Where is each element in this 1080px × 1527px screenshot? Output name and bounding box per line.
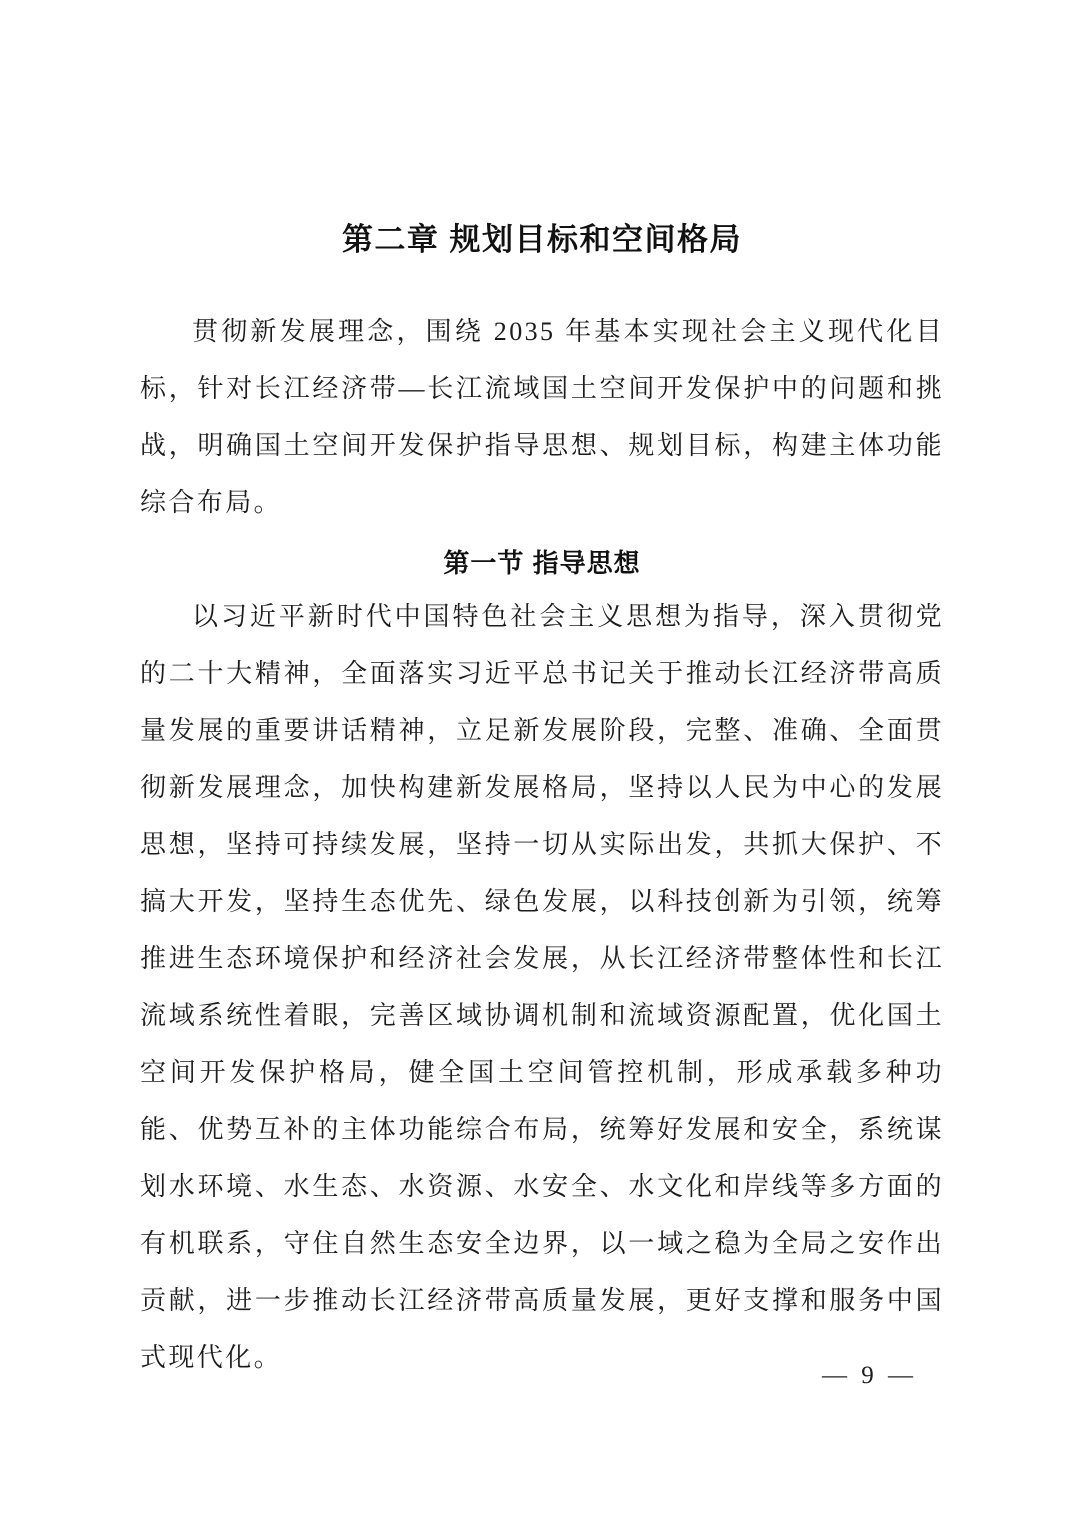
chapter-title: 第二章 规划目标和空间格局 (341, 222, 743, 257)
page-number: — 9 — (822, 1362, 917, 1389)
intro-paragraph: 贯彻新发展理念，围绕 2035 年基本实现社会主义现代化目标，针对长江经济带—长江流域国土空间开发保护中的问题和挑战，明确国土空间开发保护指导思想、规划目标，构建主体功能综合布局。 (140, 317, 944, 517)
section-paragraph: 以习近平新时代中国特色社会主义思想为指导，深入贯彻党的二十大精神，全面落实习近平总书记关于推动长江经济带高质量发展的重要讲话精神，立足新发展阶段，完整、准确、全面贯彻新发展理念，加快构建新发展格局，坚持以人民为中心的发展思想，坚持可持续发展，坚持一切从实际出发，共抓大保护、不搞大开发，坚持生态优先、绿色发展，以科技创新为引领，统筹推进生态环境保护和经济社会发展，从长江经济带整体性和长江流域系统性着眼，完善区域协调机制和流域资源配置，优化国土空间开发保护格局，健全国土空间管控机制，形成承载多种功能、优势互补的主体功能综合布局，统筹好发展和安全，系统谋划水环境、水生态、水资源、水安全、水文化和岸线等多方面的有机联系，守住自然生态安全边界，以一域之稳为全局之安作出贡献，进一步推动长江经济带高质量发展，更好支撑和服务中国式现代化。 (140, 602, 944, 1372)
page-content (140, 214, 944, 1386)
section-title: 第一节 指导思想 (443, 548, 641, 578)
